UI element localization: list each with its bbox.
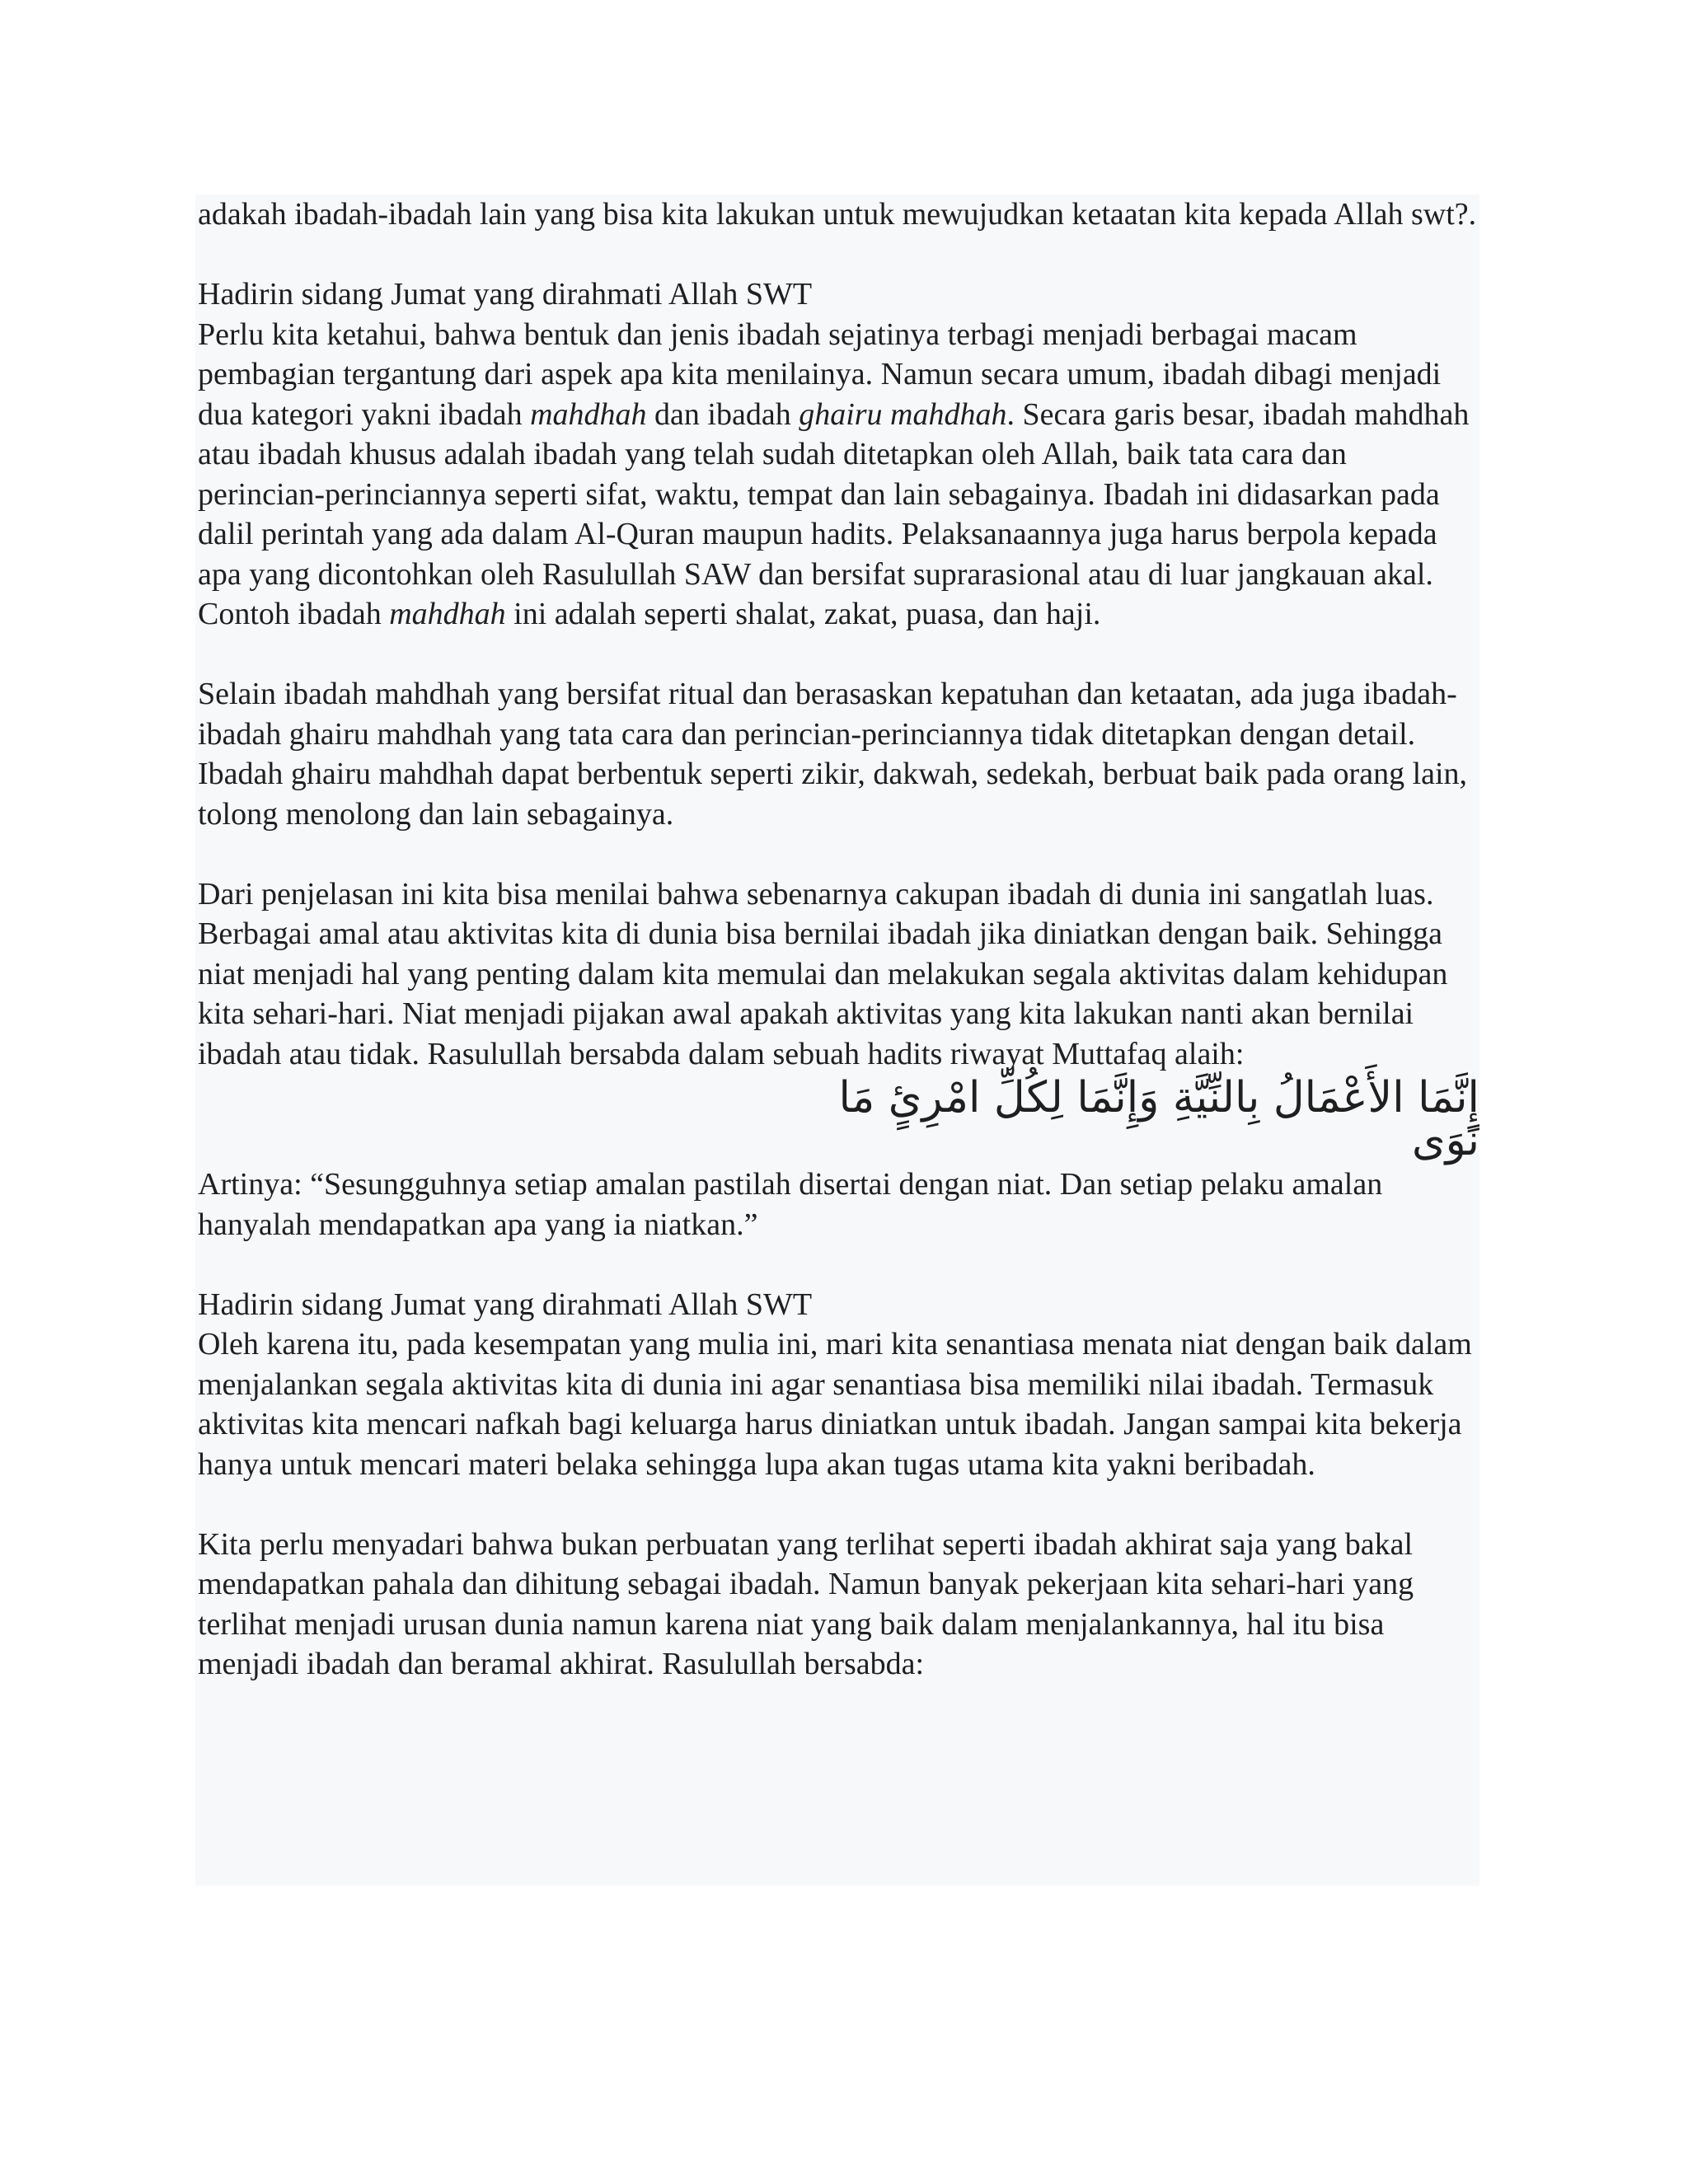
section-heading-2: Hadirin sidang Jumat yang dirahmati Allah SWT <box>198 1286 813 1322</box>
paragraph-ibadah-types <box>195 315 1479 635</box>
text-run: ini adalah seperti shalat, zakat, puasa, dan haji. <box>505 597 1101 631</box>
arabic-hadith: إِنَّمَا الأَعْمَالُ بِالنِّيَّةِ وَإِنَّمَا لِكُلِّ امْرِئٍ مَا نَوَى <box>838 1073 1479 1165</box>
paragraph-ghairu-mahdhah: Selain ibadah mahdhah yang bersifat ritual dan berasaskan kepatuhan dan ketaatan, ada juga ibadah-ibadah ghairu mahdhah yang tata cara dan perincian-perinciannya tidak ditetapkan dengan detail. Ibadah ghairu mahdhah dapat berbentuk seperti zikir, dakwah, sedekah, berbuat baik pada orang lain, tolong menolong dan lain sebagainya. <box>198 677 1468 832</box>
text-run: dan ibadah <box>646 396 799 432</box>
paragraph-translation: Artinya: “Sesungguhnya setiap amalan pastilah disertai dengan niat. Dan setiap pelaku amalan hanyalah mendapatkan apa yang ia niatkan.” <box>198 1167 1383 1242</box>
italic-term: ghairu mahdhah <box>799 396 1007 432</box>
paragraph-menata-niat: Oleh karena itu, pada kesempatan yang mulia ini, mari kita senantiasa menata niat dengan baik dalam menjalankan segala aktivitas kita di dunia ini agar senantiasa bisa memiliki nilai ibadah. Termasuk aktivitas kita mencari nafkah bagi keluarga harus diniatkan untuk ibadah. Jangan sampai kita bekerja hanya untuk mencari materi belaka sehingga lupa akan tugas utama kita yakni beribadah. <box>198 1327 1472 1482</box>
text-run: . Secara garis besar, ibadah mahdhah atau ibadah khusus adalah ibadah yang telah sudah ditetapkan oleh Allah, baik tata cara dan perincian-perinciannya seperti sifat, waktu, tempat dan lain sebagainya. Ibadah ini didasarkan pada dalil perintah yang ada dalam Al-Quran maupun hadits. Pelaksanaannya juga harus berpola kepada apa yang dicontohkan oleh Rasulullah SAW dan bersifat suprarasional atau di luar jangkauan akal. Contoh ibadah <box>198 396 1470 631</box>
text-run: Perlu kita ketahui, bahwa bentuk dan jenis ibadah sejatinya terbagi menjadi berbagai macam pembagian tergantung dari aspek apa kita menilainya. Namun secara umum, ibadah dibagi menjadi dua kategori yakni ibadah <box>198 316 1442 432</box>
paragraph-niat: Dari penjelasan ini kita bisa menilai bahwa sebenarnya cakupan ibadah di dunia ini sangatlah luas. Berbagai amal atau aktivitas kita di dunia bisa bernilai ibadah jika diniatkan dengan baik. Sehingga niat menjadi hal yang penting dalam kita memulai dan melakukan segala aktivitas dalam kehidupan kita sehari-hari. Niat menjadi pijakan awal apakah aktivitas yang kita lakukan nanti akan bernilai ibadah atau tidak. Rasulullah bersabda dalam sebuah hadits riwayat Muttafaq alaih: <box>198 876 1448 1071</box>
paragraph-pekerjaan: Kita perlu menyadari bahwa bukan perbuatan yang terlihat seperti ibadah akhirat saja yang bakal mendapatkan pahala dan dihitung sebagai ibadah. Namun banyak pekerjaan kita sehari-hari yang terlihat menjadi urusan dunia namun karena niat yang baik dalam menjalankannya, hal itu bisa menjadi ibadah dan beramal akhirat. Rasulullah bersabda: <box>198 1526 1414 1681</box>
italic-term: mahdhah <box>389 597 506 631</box>
italic-term: mahdhah <box>530 396 647 432</box>
section-heading-1: Hadirin sidang Jumat yang dirahmati Allah SWT <box>198 277 813 312</box>
arabic-hadith-block <box>195 1074 1479 1165</box>
text-content <box>195 194 1479 1886</box>
paragraph-intro: adakah ibadah-ibadah lain yang bisa kita lakukan untuk mewujudkan ketaatan kita kepada Allah swt?. <box>198 197 1477 232</box>
